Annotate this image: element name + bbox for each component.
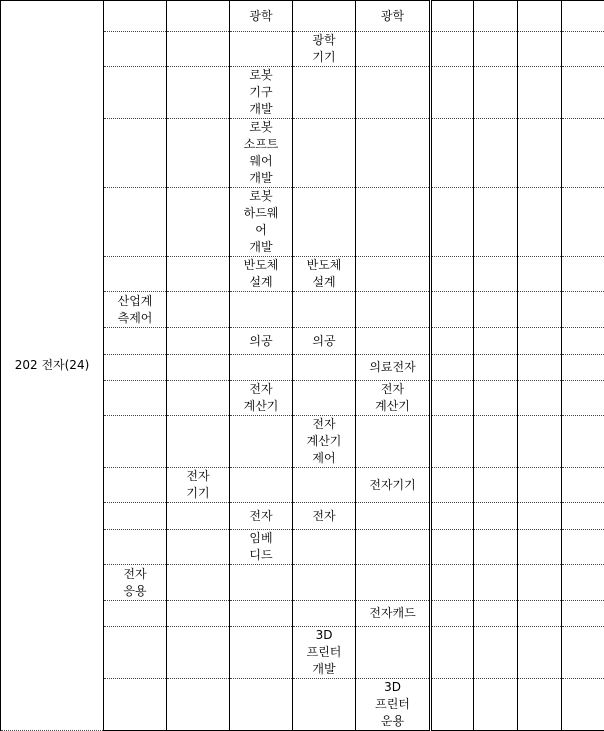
cell-text-line: 전자 — [294, 508, 354, 525]
table-cell — [474, 627, 518, 679]
table-cell — [518, 328, 562, 355]
table-cell — [230, 416, 293, 468]
table-cell — [518, 468, 562, 503]
table-cell — [431, 355, 474, 381]
table-cell — [293, 601, 356, 627]
cell-text-line: 소프트 — [231, 136, 291, 153]
table-cell — [518, 530, 562, 565]
cell-text-line: 응용 — [105, 583, 165, 600]
table-cell — [230, 328, 293, 355]
table-cell — [356, 503, 431, 530]
table-cell — [431, 188, 474, 257]
table-cell — [230, 601, 293, 627]
table-cell — [518, 565, 562, 601]
table-cell — [356, 119, 431, 188]
cell-text-line: 반도체 — [231, 257, 291, 274]
table-cell — [356, 292, 431, 328]
cell-text-line: 광학 — [231, 8, 291, 25]
table-cell — [474, 468, 518, 503]
cell-text-line: 개발 — [231, 101, 291, 118]
table-cell — [356, 565, 431, 601]
table-cell — [562, 32, 604, 67]
table-cell — [562, 328, 604, 355]
table-body — [1, 1, 604, 731]
table-cell — [167, 257, 230, 292]
table-cell — [293, 565, 356, 601]
table-cell — [293, 468, 356, 503]
table-cell — [431, 468, 474, 503]
table-cell — [293, 119, 356, 188]
table-cell — [474, 67, 518, 119]
table-cell — [230, 503, 293, 530]
table-cell — [562, 67, 604, 119]
cell-text-line: 운용 — [357, 713, 428, 730]
table-cell — [293, 257, 356, 292]
table-cell — [230, 257, 293, 292]
table-cell — [431, 257, 474, 292]
table-cell — [167, 32, 230, 67]
table-cell — [431, 503, 474, 530]
table-cell — [104, 679, 167, 731]
table-cell — [104, 257, 167, 292]
table-cell — [431, 381, 474, 416]
table-cell — [431, 1, 474, 32]
table-cell — [562, 292, 604, 328]
table-cell — [293, 67, 356, 119]
table-cell — [356, 188, 431, 257]
table-cell — [518, 1, 562, 32]
table-cell — [293, 188, 356, 257]
table-cell — [356, 468, 431, 503]
table-cell — [518, 679, 562, 731]
table-cell — [562, 627, 604, 679]
cell-text-line: 개발 — [294, 661, 354, 678]
table-cell — [562, 503, 604, 530]
table-cell — [518, 32, 562, 67]
table-cell — [562, 679, 604, 731]
table-cell — [474, 601, 518, 627]
table-cell — [562, 381, 604, 416]
cell-text-line: 반도체 — [294, 257, 354, 274]
table-cell — [293, 1, 356, 32]
table-cell — [104, 601, 167, 627]
cell-text-line: 설계 — [294, 274, 354, 291]
table-cell — [474, 565, 518, 601]
table-cell — [431, 601, 474, 627]
table-cell — [356, 257, 431, 292]
cell-text-line: 계산기 — [294, 433, 354, 450]
table-cell — [562, 530, 604, 565]
table-cell — [167, 679, 230, 731]
table-cell — [104, 32, 167, 67]
cell-text-line: 설계 — [231, 274, 291, 291]
table-cell — [474, 530, 518, 565]
cell-text-line: 전자 — [168, 468, 228, 485]
table-cell — [167, 381, 230, 416]
cell-text-line: 계산기 — [357, 398, 428, 415]
table-cell — [293, 416, 356, 468]
table-cell — [167, 119, 230, 188]
table-cell — [431, 119, 474, 188]
table-cell — [431, 416, 474, 468]
table-cell — [293, 627, 356, 679]
table-cell — [431, 67, 474, 119]
table-cell — [230, 1, 293, 32]
table-cell — [431, 565, 474, 601]
cell-text-line: 로봇 — [231, 119, 291, 136]
table-cell — [562, 355, 604, 381]
table-cell — [104, 503, 167, 530]
table-cell — [431, 292, 474, 328]
table-cell — [474, 355, 518, 381]
table-cell — [167, 188, 230, 257]
cell-text-line: 의료전자 — [357, 359, 428, 376]
table-cell — [474, 328, 518, 355]
table-cell — [230, 565, 293, 601]
table-cell — [167, 1, 230, 32]
table-cell — [104, 355, 167, 381]
table-cell — [474, 1, 518, 32]
table-cell — [104, 381, 167, 416]
cell-text-line: 프린터 — [294, 644, 354, 661]
table-cell — [167, 601, 230, 627]
cell-text-line: 광학 — [357, 8, 428, 25]
cell-text-line: 3D — [357, 679, 428, 696]
table-cell — [230, 119, 293, 188]
table-cell — [293, 381, 356, 416]
table-cell — [167, 67, 230, 119]
table-cell — [562, 468, 604, 503]
table-cell — [104, 416, 167, 468]
table-cell — [167, 328, 230, 355]
table-cell — [562, 119, 604, 188]
table-cell — [474, 503, 518, 530]
table-row — [1, 1, 604, 32]
table-cell — [167, 355, 230, 381]
table-cell — [104, 328, 167, 355]
cell-text-line: 웨어 — [231, 153, 291, 170]
table-cell — [230, 188, 293, 257]
cell-text-line: 3D — [294, 627, 354, 644]
table-cell — [431, 679, 474, 731]
cell-text-line: 측제어 — [105, 310, 165, 327]
cell-text-line: 의공 — [231, 333, 291, 350]
table-cell — [293, 32, 356, 67]
table-cell — [474, 257, 518, 292]
table-cell — [230, 292, 293, 328]
table-cell — [104, 292, 167, 328]
table-cell — [356, 601, 431, 627]
cell-text-line: 전자 — [231, 508, 291, 525]
table-cell — [167, 292, 230, 328]
table-cell — [474, 381, 518, 416]
table-cell — [230, 381, 293, 416]
cell-text-line: 로봇 — [231, 67, 291, 84]
cell-text-line: 전자 — [105, 566, 165, 583]
table-cell — [167, 530, 230, 565]
table-cell — [230, 67, 293, 119]
table-cell — [431, 32, 474, 67]
cell-text-line: 전자 — [294, 416, 354, 433]
cell-text-line: 제어 — [294, 450, 354, 467]
table-cell — [104, 530, 167, 565]
table-cell — [104, 627, 167, 679]
table-cell — [104, 468, 167, 503]
table-cell — [474, 119, 518, 188]
table-cell — [167, 468, 230, 503]
table-cell — [104, 67, 167, 119]
cell-text-line: 임베 — [231, 530, 291, 547]
table-cell — [356, 679, 431, 731]
table-cell — [518, 292, 562, 328]
table-cell — [431, 328, 474, 355]
table-cell — [518, 257, 562, 292]
table-cell — [230, 627, 293, 679]
cell-text-line: 전자기기 — [357, 477, 428, 494]
table-cell — [356, 530, 431, 565]
table-cell — [474, 292, 518, 328]
table-cell — [518, 67, 562, 119]
cell-text-line: 기기 — [168, 485, 228, 502]
table-cell — [356, 328, 431, 355]
cell-text-line: 디드 — [231, 547, 291, 564]
cell-text-line: 개발 — [231, 239, 291, 256]
table-cell — [167, 416, 230, 468]
cell-text-line: 로봇 — [231, 188, 291, 205]
table-cell — [474, 679, 518, 731]
table-cell — [167, 503, 230, 530]
table-cell — [518, 119, 562, 188]
table-cell — [356, 416, 431, 468]
table-cell — [167, 565, 230, 601]
table-cell — [518, 188, 562, 257]
table-cell — [104, 119, 167, 188]
cell-text-line: 전자 — [231, 381, 291, 398]
table-cell — [104, 188, 167, 257]
table-cell — [293, 530, 356, 565]
cell-text-line: 전자 — [357, 381, 428, 398]
table-cell — [562, 188, 604, 257]
table-cell — [474, 32, 518, 67]
table-cell — [356, 1, 431, 32]
table-cell — [518, 627, 562, 679]
table-cell — [431, 530, 474, 565]
cell-text-line: 산업계 — [105, 293, 165, 310]
table-cell — [104, 565, 167, 601]
cell-text-line: 계산기 — [231, 398, 291, 415]
cell-text-line: 개발 — [231, 170, 291, 187]
table-cell — [293, 679, 356, 731]
table-cell — [167, 627, 230, 679]
table-cell — [518, 503, 562, 530]
table-cell — [230, 530, 293, 565]
cell-text-line: 전자캐드 — [357, 605, 428, 622]
table-cell — [562, 416, 604, 468]
cell-text-line: 의공 — [294, 333, 354, 350]
table-cell — [562, 1, 604, 32]
table-cell — [518, 601, 562, 627]
table-cell — [230, 468, 293, 503]
table-cell — [562, 257, 604, 292]
cell-text-line: 기기 — [294, 49, 354, 66]
table-cell — [293, 355, 356, 381]
department-label: 202 전자(24) — [1, 1, 104, 731]
table-cell — [356, 32, 431, 67]
table-cell — [356, 381, 431, 416]
cell-text-line: 광학 — [294, 32, 354, 49]
table-cell — [518, 416, 562, 468]
cell-text-line: 기구 — [231, 84, 291, 101]
table-cell — [104, 1, 167, 32]
table-cell — [356, 627, 431, 679]
table-cell — [293, 503, 356, 530]
table-cell — [474, 188, 518, 257]
table-cell — [356, 67, 431, 119]
table-cell — [293, 292, 356, 328]
table-cell — [230, 679, 293, 731]
table-cell — [230, 32, 293, 67]
table-cell — [474, 416, 518, 468]
cell-text-line: 어 — [231, 222, 291, 239]
table-cell — [518, 381, 562, 416]
cell-text-line: 하드웨 — [231, 205, 291, 222]
table-cell — [562, 601, 604, 627]
table-cell — [293, 328, 356, 355]
cell-text-line: 프린터 — [357, 696, 428, 713]
table-cell — [518, 355, 562, 381]
table-cell — [230, 355, 293, 381]
table-cell — [562, 565, 604, 601]
table-cell — [431, 627, 474, 679]
table-cell — [356, 355, 431, 381]
